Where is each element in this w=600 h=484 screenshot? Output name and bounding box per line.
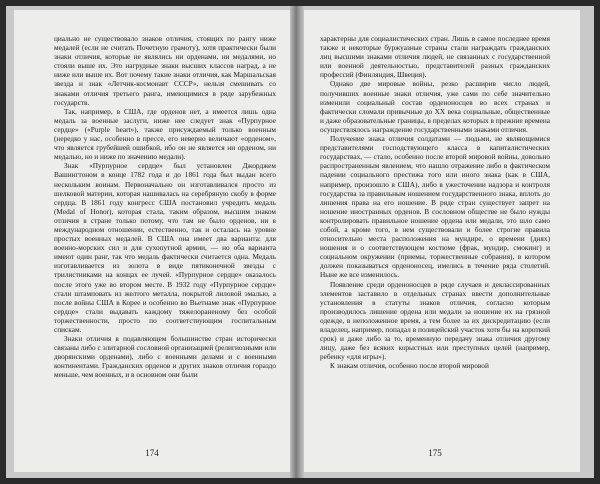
paragraph: характерны для социалистических стран. Лишь в самое последнее время также и некоторые буржуазные страны стали награждать гражданских лиц высшими знаками отличия людей, не связанных с государственной или военной деятельностью, представителей разных гражданских профессий (Финляндия, Швеция). (320, 34, 550, 80)
paragraph: Знаки отличия в подавляющем большинстве стран исторически связаны либо с элитарной сословной организацией (религиозными или дворянскими орденами), либо с военными делами и с военными континентами. Гражданских орденов и других знаков отличия гораздо меньше, чем военных, и в основном они были (54, 334, 276, 380)
page-number: 175 (428, 447, 442, 458)
book-spread (6, 6, 594, 478)
paragraph: Знак «Пурпурное сердце» был установлен Джорджем Вашингтоном в конце 1782 года и до 1861 года был выдан всего нескольким воинам. Первоначально он изготавливался просто из шелковой материи, которая нашивалась на серебряную скобу в форме сердца. В 1861 году конгресс США постановил учредить медаль (Medal of Honor), которая стала, таким образом, высшим знаком отличия в стране только потому, что там не было орденов, ни в международном отношении, естественно, так и осталась на уровне простых военных медалей. В США она имеет два варианта: для военно-морских сил и для сухопутной армии, — но оба варианта имеют один ранг, так что медаль фактически считается одна. Медаль изготавливается из золота в виде пятиконечной звезды с трилистниками на концах ее лучей. «Пурпурное сердце» оказалось после этого уже во втором месте. В 1932 году «Пурпурное сердце» стали штамповать из желтого металла, покрытой лиловой эмалью, а после войны США в Корее и особенно во Вьетнаме знак «Пурпурное сердце» стали выдавать каждому тяжелораненому без особой торжественности, просто по соответствующим госпитальным спискам. (54, 161, 276, 334)
paragraph: Однако две мировые войны, резко расширив число людей, получивших военные знаки отличия, уже сами по себе значительно изменили социальный состав орденоносцев во всех странах и фактически сломали привычные до XX века социальные, общественные и даже образовательные границы, в пределах которых в прежние времена осуществлялось награждение государственными знаками отличия. (320, 79, 550, 134)
left-page (14, 10, 290, 472)
paragraph: Появление среди орденоносцев в ряде случаев и деклассированных элементов заставило в отдельных странах ввести дополнительные установления в статуты знаков отличия, согласно которым производилось лишение ордена или медали за ношение их на грязной одежде, в неположенное время, а тем более за их дискредитацию (если владелец, например, попадал в полицейский участок хотя бы на короткий срок) и даже либо за то, временную передачу знака отличия другому лицу, даже без всяких корыстных или преступных целей (например, ребенку «для игры»). (320, 279, 550, 362)
page-number: 174 (145, 447, 159, 458)
right-page (304, 10, 580, 472)
paragraph: циально не существовало знаков отличия, стоящих по рангу ниже медалей (если не считать Почетную грамоту), хотя практически были знаки отличия, которые не являлись ни орденами, ни медалями, но стояли выше их. Это нагрудные знаки высших классов наград, а не ниже или выше их. Вот почему такие знаки отличия, как Маршальская звезда и знак «Летчик-космонавт СССР», нельзя смешивать со знаками отличия третьего ранга, имеющимися в ряде зарубежных государств. (54, 34, 276, 107)
paragraph: Получение знака отличия солдатами — людьми, не являющимися представителями господствующего класса в капиталистических государствах, — стало, особенно после второй мировой войны, довольно распространенным явлением, что нашло отражение либо в фактическом падении социального престижа того или иного знака (как в США, например, произошло в США), либо в ужесточении надзора и контроля государства за правильным ношением государственного знака, вплоть до лишения права на его ношение. В ряде стран существует запрет на ношение иностранных орденов. В сословном обществе не было нужды контролировать правильное ношение ордена или медали, это шло само собой, а кроме того, в нем существовали и более строгие правила относительно места расположения на мундире, о времени (днях) ношения и о соответствующем костюме (фрак, мундир, смокинг) и социальном окружении (приемы, торжественные собрания), в котором должен показываться орденоносец, имелись в течение ряда столетий. Ныне же все изменилось. (320, 134, 550, 280)
paragraph: К знакам отличия, особенно после второй мировой (330, 361, 489, 371)
paragraph: Так, например, в США, где орденов нет, а имеется лишь одна медаль за военные заслуги, ниже нее следует знак «Пурпурное сердце» («Purple heart»), также присуждаемый только военным (нередко у нас, особенно в прессе, его неверно величают «орденом», что является грубейшей ошибкой, ибо он не является ни орденом, ни медалью, но и ниже по значению медали). (54, 106, 276, 162)
book-gutter (290, 6, 304, 478)
